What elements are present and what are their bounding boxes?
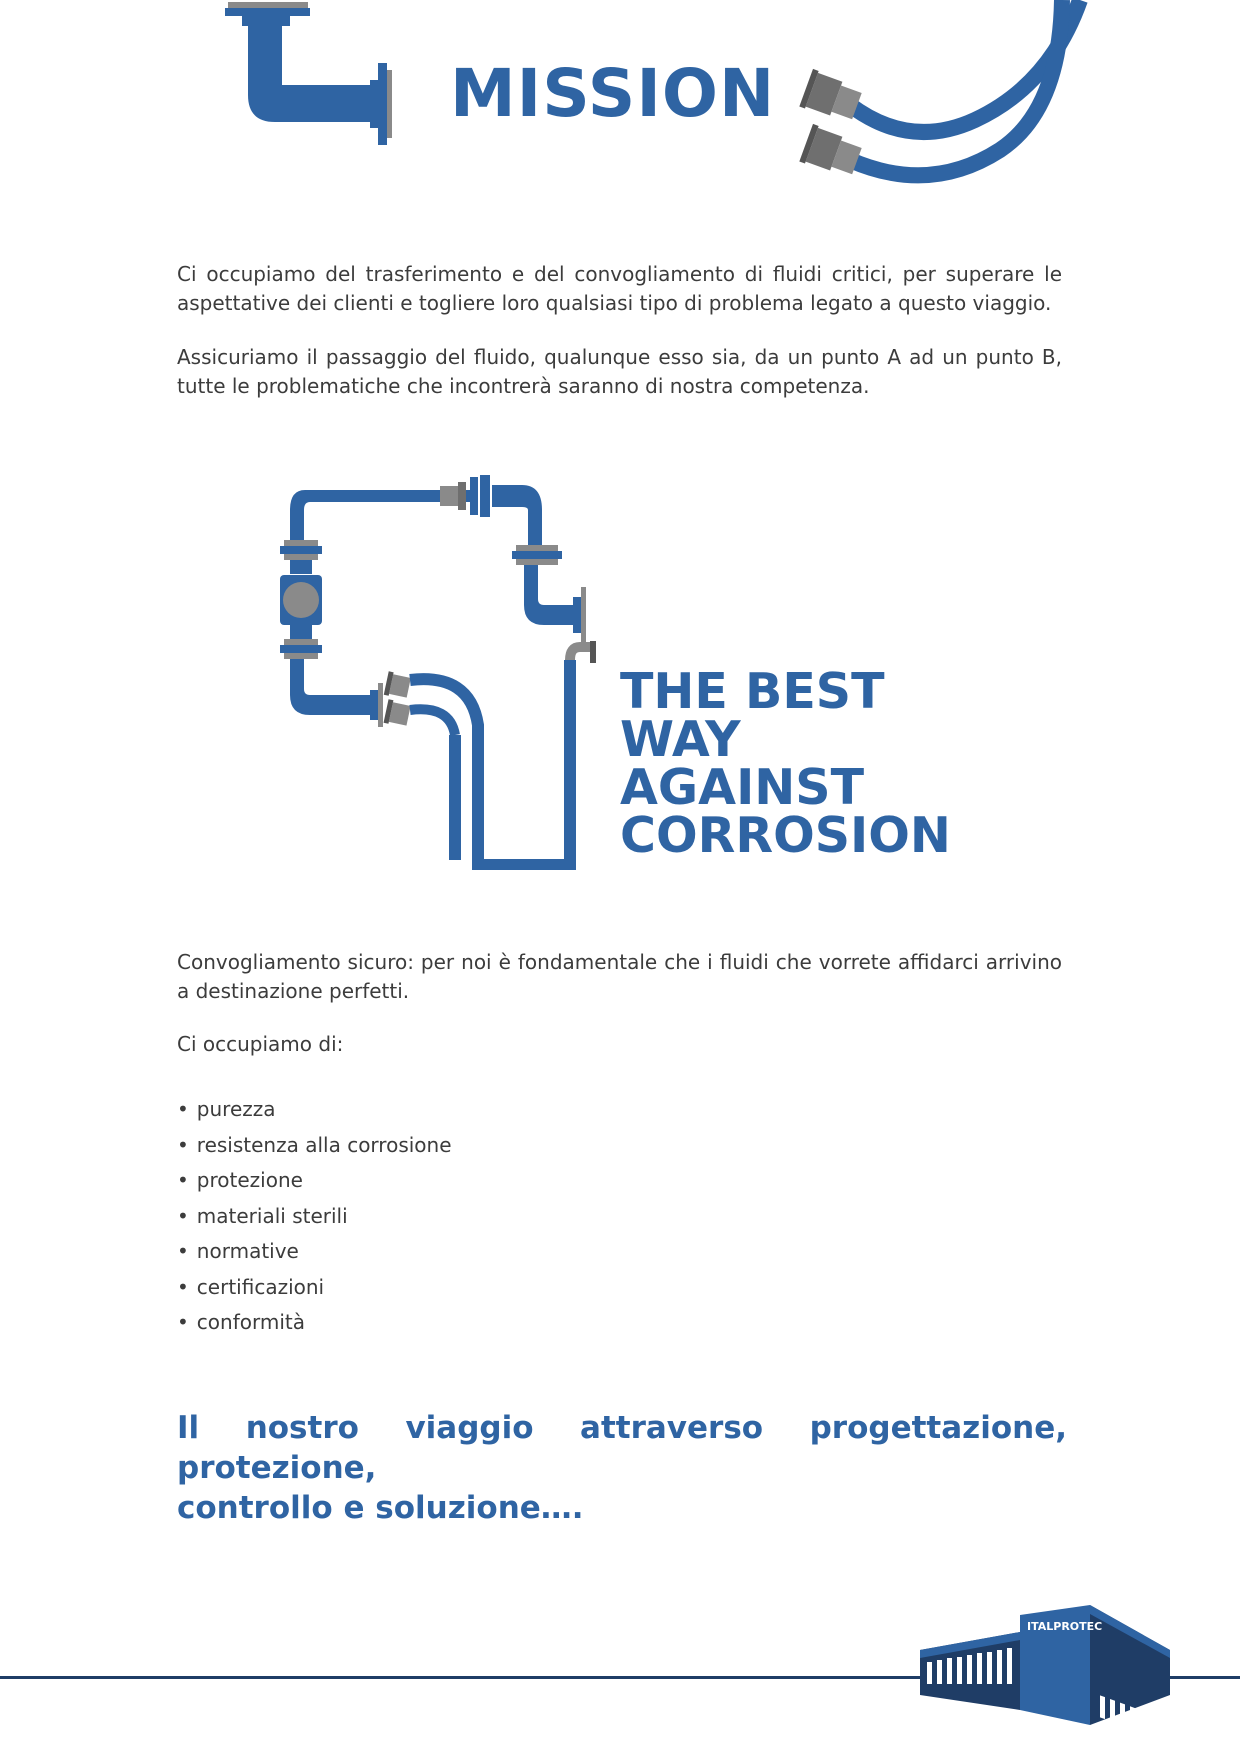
pipe-network-illustration	[280, 465, 630, 870]
hose-icon	[790, 0, 1090, 200]
body-paragraph-2: Ci occupiamo di:	[177, 1032, 344, 1056]
list-item: • purezza	[177, 1094, 452, 1130]
page-title: MISSION	[450, 55, 776, 132]
pipe-elbow-icon	[220, 0, 400, 150]
list-item: • certificazioni	[177, 1272, 452, 1308]
tagline-line: AGAINST	[620, 759, 865, 816]
intro-paragraph-1: Ci occupiamo del trasferimento e del convogliamento di fluidi critici, per superare le aspettative dei clienti e togliere loro qualsiasi tipo di problema legato a questo viaggio.	[177, 262, 1062, 315]
tagline-line: CORROSION	[620, 807, 951, 864]
list-item: • protezione	[177, 1165, 452, 1201]
tagline-line: WAY	[620, 711, 741, 768]
list-item: • normative	[177, 1236, 452, 1272]
tagline	[620, 663, 951, 864]
tagline-line: THE BEST	[620, 663, 885, 720]
closing-line: controllo e soluzione….	[177, 1490, 584, 1526]
list-item: • materiali sterili	[177, 1201, 452, 1237]
list-item: • resistenza alla corrosione	[177, 1130, 452, 1166]
closing-line: Il nostro viaggio attraverso progettazione, protezione,	[177, 1410, 1067, 1486]
list-item: • conformità	[177, 1307, 452, 1343]
footer-logo-text: ITALPROTEC	[1027, 1620, 1103, 1633]
closing-statement	[177, 1408, 1067, 1528]
factory-building-icon	[915, 1600, 1175, 1730]
services-list	[177, 1094, 452, 1343]
intro-paragraph-2: Assicuriamo il passaggio del fluido, qualunque esso sia, da un punto A ad un punto B, tutte le problematiche che incontrerà saranno di nostra competenza.	[177, 345, 1062, 398]
body-paragraph-1: Convogliamento sicuro: per noi è fondamentale che i fluidi che vorrete affidarci arrivino a destinazione perfetti.	[177, 950, 1062, 1003]
